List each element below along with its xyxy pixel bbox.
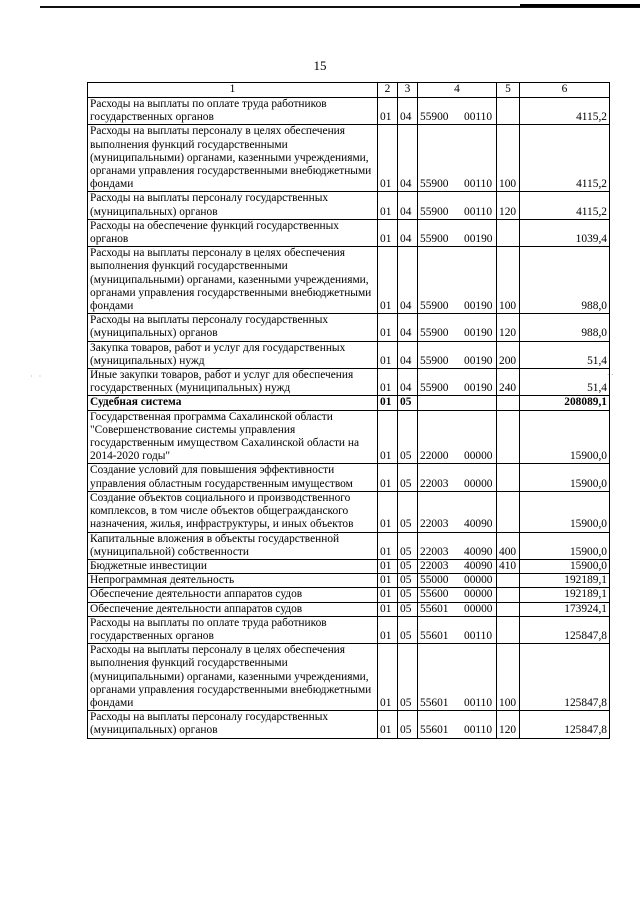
row-section-code: 01 xyxy=(378,711,398,738)
row-name: Расходы на выплаты персоналу государственных (муниципальных) органов xyxy=(88,314,378,341)
row-expense-type: 100 xyxy=(497,247,520,314)
row-expense-type xyxy=(497,602,520,616)
row-name: Расходы на выплаты персоналу государственных (муниципальных) органов xyxy=(88,192,378,219)
row-expense-type: 120 xyxy=(497,192,520,219)
row-target-article-program: 55900 xyxy=(420,178,449,191)
row-expense-type xyxy=(497,574,520,588)
row-subsection-code: 04 xyxy=(398,192,418,219)
row-amount: 1039,4 xyxy=(520,219,610,246)
row-target-article-program: 22000 xyxy=(420,450,449,463)
row-target-article-direction: 00110 xyxy=(464,178,493,191)
row-target-article xyxy=(418,491,497,532)
row-target-article-direction: 00000 xyxy=(464,450,493,463)
row-subsection-code: 05 xyxy=(398,574,418,588)
row-section-code: 01 xyxy=(378,125,398,192)
row-section-code: 01 xyxy=(378,602,398,616)
row-subsection-code: 04 xyxy=(398,125,418,192)
row-expense-type xyxy=(497,396,520,410)
row-target-article-direction: 40090 xyxy=(464,518,493,531)
row-name: Непрограммная деятельность xyxy=(88,574,378,588)
row-target-article-direction: 00190 xyxy=(464,382,493,395)
row-amount: 192189,1 xyxy=(520,574,610,588)
row-target-article-program: 55601 xyxy=(420,629,449,642)
row-expense-type xyxy=(497,98,520,125)
row-target-article-program: 55900 xyxy=(420,382,449,395)
row-target-article xyxy=(418,410,497,464)
table-row xyxy=(88,616,610,643)
row-amount: 15900,0 xyxy=(520,559,610,573)
row-amount: 15900,0 xyxy=(520,532,610,559)
row-subsection-code: 05 xyxy=(398,559,418,573)
table-row xyxy=(88,125,610,192)
row-amount: 51,4 xyxy=(520,369,610,396)
row-subsection-code: 05 xyxy=(398,532,418,559)
table-row xyxy=(88,192,610,219)
row-expense-type xyxy=(497,219,520,246)
row-amount: 125847,8 xyxy=(520,644,610,711)
row-subsection-code: 04 xyxy=(398,219,418,246)
row-section-code: 01 xyxy=(378,559,398,573)
row-name: Закупка товаров, работ и услуг для государственных (муниципальных) нужд xyxy=(88,341,378,368)
row-target-article xyxy=(418,644,497,711)
row-target-article-direction: 40090 xyxy=(464,545,493,558)
row-amount: 988,0 xyxy=(520,314,610,341)
row-target-article-program: 22003 xyxy=(420,518,449,531)
row-name: Капитальные вложения в объекты государственной (муниципальной) собственности xyxy=(88,532,378,559)
row-target-article-program: 55900 xyxy=(420,354,449,367)
row-name: Обеспечение деятельности аппаратов судов xyxy=(88,588,378,602)
row-amount: 192189,1 xyxy=(520,588,610,602)
row-expense-type xyxy=(497,616,520,643)
row-section-code: 01 xyxy=(378,491,398,532)
row-amount: 988,0 xyxy=(520,247,610,314)
table-row xyxy=(88,341,610,368)
row-name: Создание условий для повышения эффективности управления областным государственным имуществом xyxy=(88,464,378,491)
row-target-article-program: 22003 xyxy=(420,545,449,558)
row-name: Расходы на выплаты персоналу в целях обеспечения выполнения функций государственными (муниципальными) органами, казенными учреждениями, органами управления государственными внебюджетными фондами xyxy=(88,125,378,192)
table-row xyxy=(88,98,610,125)
row-target-article-program: 55601 xyxy=(420,696,449,709)
row-name: Обеспечение деятельности аппаратов судов xyxy=(88,602,378,616)
row-target-article xyxy=(418,98,497,125)
row-section-code: 01 xyxy=(378,396,398,410)
row-target-article-direction: 00000 xyxy=(464,602,493,615)
row-expense-type xyxy=(497,588,520,602)
row-amount: 4115,2 xyxy=(520,125,610,192)
row-name: Бюджетные инвестиции xyxy=(88,559,378,573)
row-target-article-direction: 00110 xyxy=(464,696,493,709)
row-target-article-program: 55900 xyxy=(420,327,449,340)
column-header-subsection: 3 xyxy=(398,83,418,98)
row-subsection-code: 05 xyxy=(398,711,418,738)
row-target-article xyxy=(418,192,497,219)
row-target-article-program: 55601 xyxy=(420,602,449,615)
row-target-article-program: 55900 xyxy=(420,233,449,246)
row-subsection-code: 05 xyxy=(398,464,418,491)
row-target-article-program: 55601 xyxy=(420,724,449,737)
row-expense-type: 240 xyxy=(497,369,520,396)
row-target-article-program: 55900 xyxy=(420,300,449,313)
row-target-article-direction: 00110 xyxy=(464,205,493,218)
table-row xyxy=(88,247,610,314)
row-target-article xyxy=(418,574,497,588)
row-expense-type xyxy=(497,464,520,491)
row-name: Расходы на выплаты персоналу в целях обеспечения выполнения функций государственными (муниципальными) органами, казенными учреждениями, органами управления государственными внебюджетными фондами xyxy=(88,247,378,314)
row-amount: 15900,0 xyxy=(520,464,610,491)
row-subsection-code: 05 xyxy=(398,491,418,532)
row-name: Расходы на выплаты по оплате труда работников государственных органов xyxy=(88,616,378,643)
row-target-article-direction: 40090 xyxy=(464,559,493,572)
row-amount: 4115,2 xyxy=(520,98,610,125)
row-target-article-direction: 00110 xyxy=(464,724,493,737)
row-amount: 51,4 xyxy=(520,341,610,368)
row-target-article xyxy=(418,314,497,341)
row-subsection-code: 04 xyxy=(398,341,418,368)
row-target-article-program: 22003 xyxy=(420,477,449,490)
row-subsection-code: 05 xyxy=(398,396,418,410)
row-section-code: 01 xyxy=(378,98,398,125)
row-subsection-code: 04 xyxy=(398,369,418,396)
row-target-article xyxy=(418,616,497,643)
row-target-article-program: 55900 xyxy=(420,111,449,124)
row-section-code: 01 xyxy=(378,192,398,219)
row-target-article-program: 55900 xyxy=(420,205,449,218)
table-row xyxy=(88,396,610,410)
column-header-target-article: 4 xyxy=(418,83,497,98)
row-target-article xyxy=(418,219,497,246)
row-target-article xyxy=(418,125,497,192)
row-target-article-direction: 00110 xyxy=(464,629,493,642)
table-row xyxy=(88,602,610,616)
row-name: Судебная система xyxy=(88,396,378,410)
row-expense-type xyxy=(497,410,520,464)
row-expense-type: 100 xyxy=(497,644,520,711)
row-section-code: 01 xyxy=(378,588,398,602)
row-target-article xyxy=(418,464,497,491)
row-name: Расходы на обеспечение функций государственных органов xyxy=(88,219,378,246)
row-name: Расходы на выплаты персоналу государственных (муниципальных) органов xyxy=(88,711,378,738)
scan-artifact: · · xyxy=(607,371,614,379)
row-subsection-code: 05 xyxy=(398,602,418,616)
table-row xyxy=(88,314,610,341)
table-header-row xyxy=(88,83,610,98)
row-subsection-code: 04 xyxy=(398,98,418,125)
page-number: 15 xyxy=(313,58,327,73)
row-target-article xyxy=(418,341,497,368)
row-subsection-code: 05 xyxy=(398,644,418,711)
row-target-article-direction: 00190 xyxy=(464,300,493,313)
row-target-article xyxy=(418,559,497,573)
row-target-article-program: 55600 xyxy=(420,588,449,601)
row-section-code: 01 xyxy=(378,314,398,341)
table-row xyxy=(88,644,610,711)
row-target-article xyxy=(418,396,497,410)
row-target-article-direction: 00000 xyxy=(464,588,493,601)
row-section-code: 01 xyxy=(378,464,398,491)
row-name: Иные закупки товаров, работ и услуг для обеспечения государственных (муниципальных) нужд xyxy=(88,369,378,396)
row-target-article xyxy=(418,369,497,396)
row-name: Создание объектов социального и производственного комплексов, в том числе объектов общегражданского назначения, жилья, инфраструктуры, и иных объектов xyxy=(88,491,378,532)
row-amount: 173924,1 xyxy=(520,602,610,616)
row-expense-type: 120 xyxy=(497,314,520,341)
table-row xyxy=(88,559,610,573)
row-section-code: 01 xyxy=(378,532,398,559)
row-expense-type: 400 xyxy=(497,532,520,559)
scan-artifact-left: · · xyxy=(30,372,44,381)
row-target-article xyxy=(418,711,497,738)
table-row xyxy=(88,369,610,396)
table-row xyxy=(88,410,610,464)
row-subsection-code: 05 xyxy=(398,588,418,602)
row-subsection-code: 05 xyxy=(398,410,418,464)
column-header-section: 2 xyxy=(378,83,398,98)
row-expense-type: 100 xyxy=(497,125,520,192)
table-row xyxy=(88,491,610,532)
row-target-article xyxy=(418,588,497,602)
table-body xyxy=(88,98,610,739)
row-expense-type: 410 xyxy=(497,559,520,573)
row-section-code: 01 xyxy=(378,341,398,368)
column-header-expense-type: 5 xyxy=(497,83,520,98)
budget-table xyxy=(87,82,610,739)
row-amount: 125847,8 xyxy=(520,616,610,643)
table-row xyxy=(88,588,610,602)
table-row xyxy=(88,464,610,491)
row-expense-type: 120 xyxy=(497,711,520,738)
row-name: Государственная программа Сахалинской области "Совершенствование системы управления государственным имуществом Сахалинской области на 2014-2020 годы" xyxy=(88,410,378,464)
table-row xyxy=(88,219,610,246)
row-target-article-direction: 00110 xyxy=(464,111,493,124)
row-section-code: 01 xyxy=(378,574,398,588)
row-target-article xyxy=(418,602,497,616)
row-target-article-program: 22003 xyxy=(420,559,449,572)
row-target-article-direction: 00190 xyxy=(464,233,493,246)
row-amount: 15900,0 xyxy=(520,410,610,464)
table-row xyxy=(88,532,610,559)
row-target-article-direction: 00190 xyxy=(464,327,493,340)
row-subsection-code: 04 xyxy=(398,314,418,341)
row-target-article-direction: 00190 xyxy=(464,354,493,367)
row-target-article xyxy=(418,532,497,559)
scan-edge-mark xyxy=(520,4,640,7)
row-amount: 4115,2 xyxy=(520,192,610,219)
table-row xyxy=(88,574,610,588)
row-section-code: 01 xyxy=(378,247,398,314)
column-header-name: 1 xyxy=(88,83,378,98)
row-subsection-code: 04 xyxy=(398,247,418,314)
row-section-code: 01 xyxy=(378,369,398,396)
row-section-code: 01 xyxy=(378,219,398,246)
row-expense-type: 200 xyxy=(497,341,520,368)
row-name: Расходы на выплаты персоналу в целях обеспечения выполнения функций государственными (муниципальными) органами, казенными учреждениями, органами управления государственными внебюджетными фондами xyxy=(88,644,378,711)
row-target-article-program: 55000 xyxy=(420,574,449,587)
table-row xyxy=(88,711,610,738)
row-expense-type xyxy=(497,491,520,532)
column-header-amount: 6 xyxy=(520,83,610,98)
row-subsection-code: 05 xyxy=(398,616,418,643)
row-amount: 208089,1 xyxy=(520,396,610,410)
row-name: Расходы на выплаты по оплате труда работников государственных органов xyxy=(88,98,378,125)
row-amount: 15900,0 xyxy=(520,491,610,532)
row-section-code: 01 xyxy=(378,410,398,464)
row-section-code: 01 xyxy=(378,616,398,643)
row-target-article-direction: 00000 xyxy=(464,574,493,587)
row-amount: 125847,8 xyxy=(520,711,610,738)
row-section-code: 01 xyxy=(378,644,398,711)
row-target-article xyxy=(418,247,497,314)
row-target-article-direction: 00000 xyxy=(464,477,493,490)
